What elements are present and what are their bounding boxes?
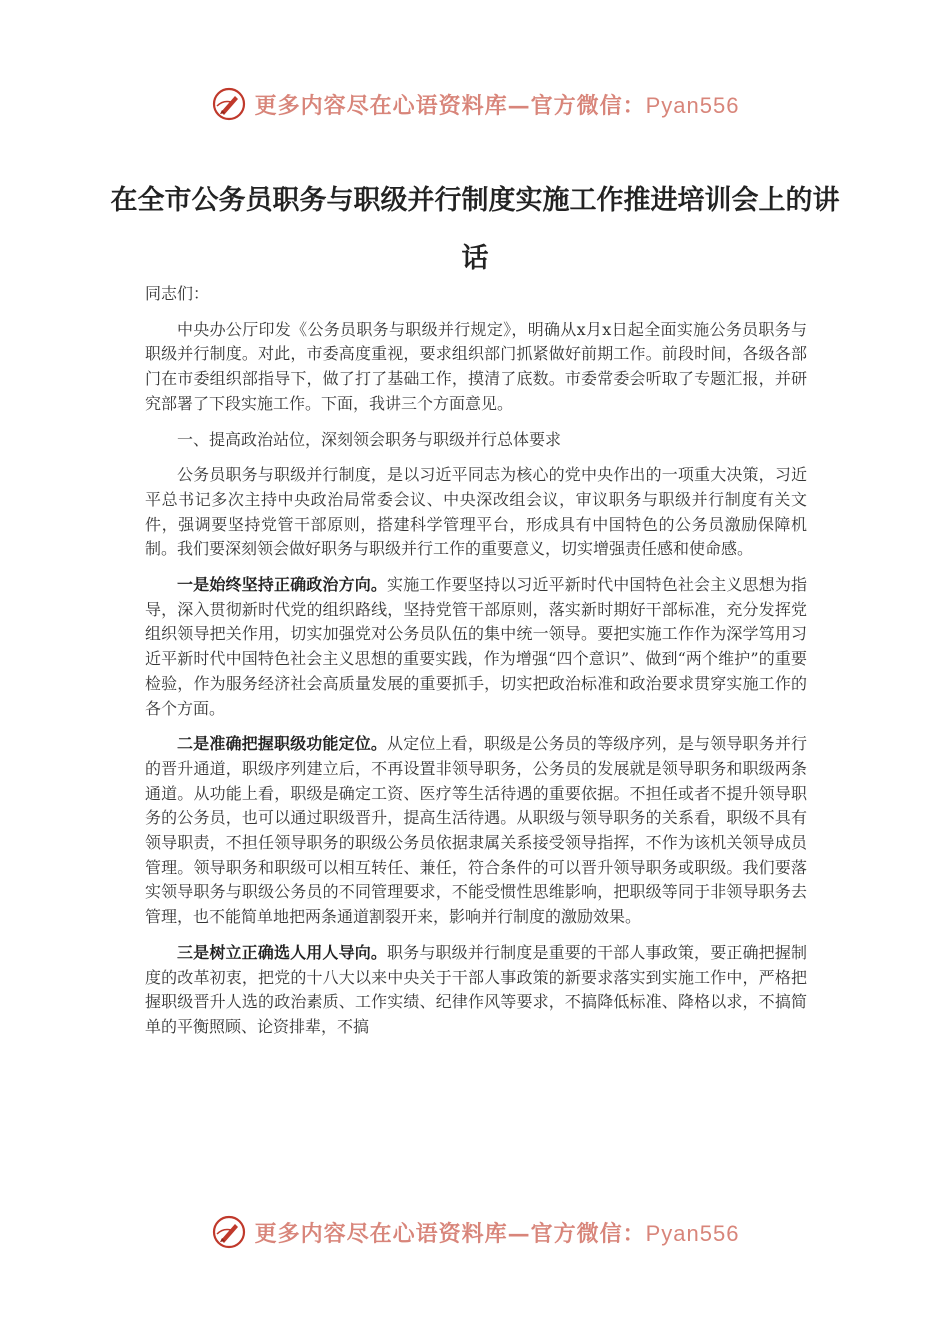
intro-paragraph: 中央办公厅印发《公务员职务与职级并行规定》，明确从x月x日起全面实施公务员职务与职级并行制度。对此，市委高度重视，要求组织部门抓紧做好前期工作。前段时间，各级各部门在市委组织部指导下，做了打了基础工作，摸清了底数。市委常委会听取了专题汇报，并研究部署了下段实施工作。下面，我讲三个方面意见。 xyxy=(145,319,807,413)
point-three-lead: 三是树立正确选人用人导向。 xyxy=(177,942,388,962)
point-two-body: 从定位上看，职级是公务员的等级序列，是与领导职务并行的晋升通道，职级序列建立后，不再设置非领导职务，公务员的发展就是领导职务和职级两条通道。从功能上看，职级是确定工资、医疗等生活待遇的重要依据。不担任或者不提升领导职务的公务员，也可以通过职级晋升，提高生活待遇。从职级与领导职务的关系看，职级不具有领导职责，不担任领导职务的职级公务员依据隶属关系接受领导指挥，不作为该机关领导成员管理。领导职务和职级可以相互转任、兼任，符合条件的可以晋升领导职务或职级。我们要落实领导职务与职级公务员的不同管理要求，不能受惯性思维影响，把职级等同于非领导职务去管理，也不能简单地把两条通道割裂开来，影响并行制度的激励效果。 xyxy=(145,734,807,927)
salutation: 同志们： xyxy=(145,284,210,303)
watermark-text: 更多内容尽在心语资料库—官方微信：Pyan556 xyxy=(254,1220,740,1247)
point-three-body: 职务与职级并行制度是重要的干部人事政策，要正确把握制度的改革初衷，把党的十八大以来中央关于干部人事政策的新要求落实到实施工作中，严格把握职级晋升人选的政治素质、工作实绩、纪律作风等要求，不搞降低标准、降格以求，不搞简单的平衡照顾、论资排辈，不搞 xyxy=(145,942,807,1036)
point-two-paragraph xyxy=(145,732,807,930)
page-title: 在全市公务员职务与职级并行制度实施工作推进培训会上的讲话 xyxy=(110,185,840,274)
point-one-paragraph xyxy=(145,573,807,721)
document-body xyxy=(145,282,807,1051)
header-watermark xyxy=(0,84,950,124)
pen-logo-icon xyxy=(211,1214,247,1250)
point-one-lead: 一是始终坚持正确政治方向。 xyxy=(177,575,388,595)
pen-logo-icon xyxy=(211,86,247,122)
point-two-lead: 二是准确把握职级功能定位。 xyxy=(177,734,388,754)
point-one-body: 实施工作要坚持以习近平新时代中国特色社会主义思想为指导，深入贯彻新时代党的组织路线，坚持党管干部原则，落实新时期好干部标准，充分发挥党组织领导把关作用，切实加强党对公务员队伍的集中统一领导。要把实施工作作为深学笃用习近平新时代中国特色社会主义思想的重要实践，作为增强“四个意识”、做到“两个维护”的重要检验，作为服务经济社会高质量发展的重要抓手，切实把政治标准和政治要求贯穿实施工作的各个方面。 xyxy=(145,575,807,718)
section-paragraph: 公务员职务与职级并行制度，是以习近平同志为核心的党中央作出的一项重大决策，习近平总书记多次主持中央政治局常委会议、中央深改组会议，审议职务与职级并行制度有关文件，强调要坚持党管干部原则，搭建科学管理平台，形成具有中国特色的公务员激励保障机制。我们要深刻领会做好职务与职级并行工作的重要意义，切实增强责任感和使命感。 xyxy=(145,465,807,559)
watermark-text: 更多内容尽在心语资料库—官方微信：Pyan556 xyxy=(254,92,740,119)
point-three-paragraph xyxy=(145,941,807,1040)
section-heading: 一、提高政治站位，深刻领会职务与职级并行总体要求 xyxy=(177,429,562,449)
footer-watermark xyxy=(0,1212,950,1252)
